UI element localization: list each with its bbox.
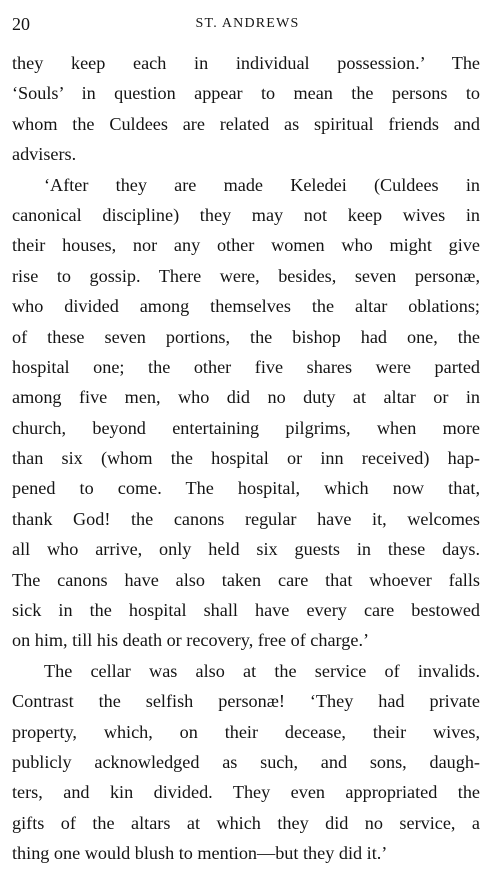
text-line: thank God! the canons regular have it, welcomes (12, 508, 480, 529)
text-line: The canons have also taken care that whoever falls (12, 569, 480, 590)
text-line: ters, and kin divided. They even appropriated the (12, 782, 480, 803)
body-text (12, 48, 480, 869)
text-line: canonical discipline) they may not keep wives in (12, 204, 480, 225)
text-line: The cellar was also at the service of invalids. (44, 660, 480, 681)
text-line: ‘Souls’ in question appear to mean the persons to (12, 83, 480, 104)
text-line: property, which, on their decease, their wives, (12, 721, 480, 742)
text-line: than six (whom the hospital or inn received) hap- (12, 448, 480, 469)
text-line: among five men, who did no duty at altar or in (12, 387, 480, 408)
text-line: ‘After they are made Keledei (Culdees in (44, 174, 480, 195)
text-line: sick in the hospital shall have every care bestowed (12, 600, 480, 621)
text-line: Contrast the selfish personæ! ‘They had private (12, 691, 480, 712)
text-line: hospital one; the other five shares were parted (12, 356, 480, 377)
text-line: whom the Culdees are related as spiritual friends and (12, 113, 480, 134)
text-line: on him, till his death or recovery, free of charge.’ (12, 630, 370, 651)
text-line: thing one would blush to mention—but they did it.’ (12, 843, 388, 864)
text-line: of these seven portions, the bishop had one, the (12, 326, 480, 347)
text-line: they keep each in individual possession.’ The (12, 53, 480, 73)
text-line: all who arrive, only held six guests in these days. (12, 539, 480, 560)
text-line: advisers. (12, 144, 77, 165)
page-header (12, 12, 483, 36)
text-line: who divided among themselves the altar oblations; (12, 296, 480, 317)
text-line: gifts of the altars at which they did no service, a (12, 812, 480, 833)
text-line: pened to come. The hospital, which now that, (12, 478, 480, 499)
text-line: church, beyond entertaining pilgrims, when more (12, 417, 480, 438)
text-line: their houses, nor any other women who might give (12, 235, 480, 256)
running-head: ST. ANDREWS (195, 16, 300, 31)
text-line: rise to gossip. There were, besides, seven personæ, (12, 265, 480, 286)
page-number: 20 (12, 14, 30, 34)
text-line: publicly acknowledged as such, and sons, daugh- (12, 751, 480, 772)
